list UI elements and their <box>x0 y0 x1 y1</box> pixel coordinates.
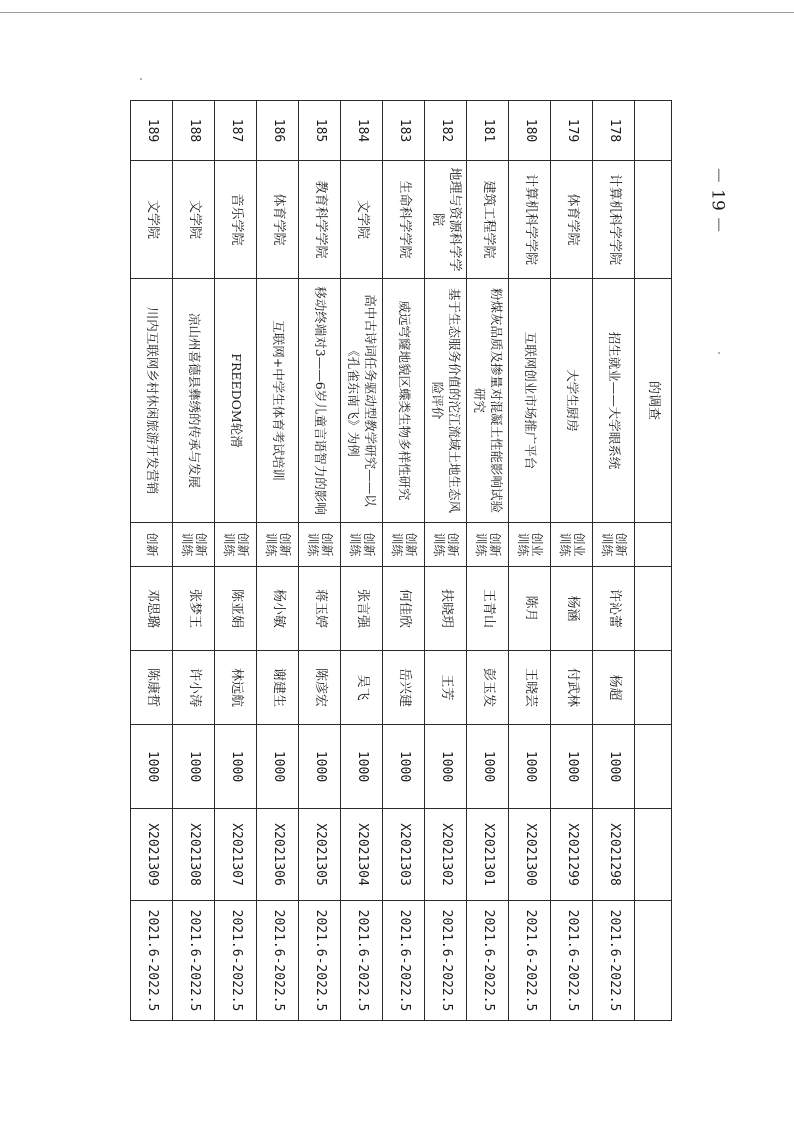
college-name: 音乐学院 <box>215 161 257 279</box>
advisor-name: 王晓芸 <box>509 651 551 725</box>
advisor-name: 付武林 <box>551 651 593 725</box>
project-type-line: 创新 <box>362 532 377 557</box>
table-row <box>509 101 551 1021</box>
header-cell <box>635 651 672 725</box>
funding-amount: 1000 <box>215 725 257 809</box>
project-code: X2021308 <box>173 809 215 901</box>
project-title: 高中古诗词任务驱动型教学研究——以《孔雀东南飞》为例 <box>341 279 383 523</box>
project-code: X2021302 <box>425 809 467 901</box>
college-name: 文学院 <box>173 161 215 279</box>
project-period: 2021.6-2022.5 <box>509 901 551 1021</box>
funding-amount: 1000 <box>551 725 593 809</box>
table-row <box>551 101 593 1021</box>
advisor-name: 林远航 <box>215 651 257 725</box>
advisor-name: 许小涛 <box>173 651 215 725</box>
project-leader: 许沁蕾 <box>593 567 635 651</box>
top-rule <box>0 12 794 13</box>
project-type-line: 创新 <box>278 532 293 557</box>
funding-amount: 1000 <box>509 725 551 809</box>
project-type-line: 训练 <box>474 532 489 557</box>
college-name: 文学院 <box>341 161 383 279</box>
project-type <box>215 523 257 567</box>
project-type <box>509 523 551 567</box>
project-leader: 杨涵 <box>551 567 593 651</box>
header-cell <box>635 725 672 809</box>
project-type-line: 创新 <box>446 532 461 557</box>
table-row <box>341 101 383 1021</box>
project-type-line: 创新 <box>320 532 335 557</box>
project-leader: 何佳欣 <box>383 567 425 651</box>
project-number: 189 <box>131 101 173 161</box>
advisor-name: 岳兴建 <box>383 651 425 725</box>
funding-amount: 1000 <box>257 725 299 809</box>
page-number-text: － 19 － <box>707 166 728 234</box>
college-name: 计算机科学学院 <box>509 161 551 279</box>
project-type-line: 训练 <box>222 532 237 557</box>
table-row <box>383 101 425 1021</box>
header-cell <box>635 523 672 567</box>
project-number: 184 <box>341 101 383 161</box>
project-type-line: 创业 <box>572 532 587 557</box>
project-type <box>341 523 383 567</box>
project-code: X2021303 <box>383 809 425 901</box>
project-leader: 张言强 <box>341 567 383 651</box>
funding-amount: 1000 <box>131 725 173 809</box>
project-title: 招生就业——大学眼系统 <box>593 279 635 523</box>
project-type-line: 训练 <box>264 532 279 557</box>
project-leader: 陈月 <box>509 567 551 651</box>
table-row <box>425 101 467 1021</box>
funding-amount: 1000 <box>467 725 509 809</box>
scan-speck <box>718 352 720 354</box>
table-row <box>467 101 509 1021</box>
project-period: 2021.6-2022.5 <box>173 901 215 1021</box>
table-row <box>257 101 299 1021</box>
project-type <box>593 523 635 567</box>
project-number: 183 <box>383 101 425 161</box>
project-type-line: 创业 <box>530 532 545 557</box>
project-type <box>467 523 509 567</box>
table-row <box>215 101 257 1021</box>
project-type <box>551 523 593 567</box>
project-leader: 邓思璐 <box>131 567 173 651</box>
project-type <box>173 523 215 567</box>
project-code: X2021309 <box>131 809 173 901</box>
project-leader: 蒋玉婷 <box>299 567 341 651</box>
project-title: 基于生态服务价值的沱江流域土地生态风险评价 <box>425 279 467 523</box>
funding-amount: 1000 <box>593 725 635 809</box>
project-period: 2021.6-2022.5 <box>467 901 509 1021</box>
advisor-name: 吴飞 <box>341 651 383 725</box>
advisor-name: 杨超 <box>593 651 635 725</box>
project-leader: 陈亚娟 <box>215 567 257 651</box>
project-type <box>131 523 173 567</box>
project-period: 2021.6-2022.5 <box>425 901 467 1021</box>
project-title: 威远穹窿地貌区蝶类生物多样性研究 <box>383 279 425 523</box>
project-code: X2021298 <box>593 809 635 901</box>
table-row <box>173 101 215 1021</box>
college-name: 文学院 <box>131 161 173 279</box>
project-leader: 王青山 <box>467 567 509 651</box>
project-type-line: 训练 <box>390 532 405 557</box>
funding-amount: 1000 <box>425 725 467 809</box>
project-title: 川内互联网乡村休闲旅游开发营销 <box>131 279 173 523</box>
advisor-name: 王芳 <box>425 651 467 725</box>
project-type-line: 训练 <box>600 532 615 557</box>
project-type <box>299 523 341 567</box>
table-row <box>299 101 341 1021</box>
table-row <box>131 101 173 1021</box>
project-number: 178 <box>593 101 635 161</box>
project-period: 2021.6-2022.5 <box>131 901 173 1021</box>
project-title: 凉山州喜德县彝绣的传承与发展 <box>173 279 215 523</box>
project-number: 185 <box>299 101 341 161</box>
advisor-name: 陈康哲 <box>131 651 173 725</box>
project-type-line: 训练 <box>180 532 195 557</box>
project-number: 180 <box>509 101 551 161</box>
project-type-line: 训练 <box>306 532 321 557</box>
project-type <box>383 523 425 567</box>
college-name: 教育科学学院 <box>299 161 341 279</box>
project-period: 2021.6-2022.5 <box>341 901 383 1021</box>
funding-amount: 1000 <box>173 725 215 809</box>
project-number: 187 <box>215 101 257 161</box>
project-type-line: 训练 <box>516 532 531 557</box>
project-number: 186 <box>257 101 299 161</box>
college-name: 体育学院 <box>551 161 593 279</box>
header-cell <box>635 101 672 161</box>
college-name: 生命科学学院 <box>383 161 425 279</box>
project-type-line: 训练 <box>558 532 573 557</box>
project-title: 大学生厨房 <box>551 279 593 523</box>
project-number: 179 <box>551 101 593 161</box>
project-type-line: 创新 <box>145 532 160 557</box>
project-type-line: 创新 <box>488 532 503 557</box>
project-title: 互联网创业市场推广平台 <box>509 279 551 523</box>
header-cell <box>635 567 672 651</box>
project-period: 2021.6-2022.5 <box>257 901 299 1021</box>
project-table <box>130 100 672 1021</box>
funding-amount: 1000 <box>299 725 341 809</box>
table-row <box>593 101 635 1021</box>
header-cell: 的调查 <box>635 279 672 523</box>
project-type-line: 训练 <box>348 532 363 557</box>
project-period: 2021.6-2022.5 <box>551 901 593 1021</box>
project-leader: 扶晓玥 <box>425 567 467 651</box>
project-leader: 杨小敏 <box>257 567 299 651</box>
project-type-line: 训练 <box>432 532 447 557</box>
project-number: 181 <box>467 101 509 161</box>
project-table-rotated <box>132 100 672 1020</box>
header-cell <box>635 901 672 1021</box>
project-type-line: 创新 <box>404 532 419 557</box>
project-code: X2021301 <box>467 809 509 901</box>
project-period: 2021.6-2022.5 <box>383 901 425 1021</box>
scan-speck <box>140 78 142 80</box>
funding-amount: 1000 <box>383 725 425 809</box>
college-name: 建筑工程学院 <box>467 161 509 279</box>
table-header-row <box>635 101 672 1021</box>
project-leader: 张梦王 <box>173 567 215 651</box>
project-title: 粉煤灰品质及掺量对混凝土性能影响试验研究 <box>467 279 509 523</box>
project-code: X2021300 <box>509 809 551 901</box>
project-title: 互联网+中学生体育考试培训 <box>257 279 299 523</box>
project-code: X2021307 <box>215 809 257 901</box>
college-name: 地理与资源科学学院 <box>425 161 467 279</box>
project-number: 188 <box>173 101 215 161</box>
project-period: 2021.6-2022.5 <box>593 901 635 1021</box>
project-title: 移动终端对3——6岁儿童言语智力的影响 <box>299 279 341 523</box>
project-period: 2021.6-2022.5 <box>215 901 257 1021</box>
college-name: 体育学院 <box>257 161 299 279</box>
project-type <box>257 523 299 567</box>
page-number <box>700 160 740 240</box>
project-number: 182 <box>425 101 467 161</box>
project-code: X2021305 <box>299 809 341 901</box>
project-code: X2021299 <box>551 809 593 901</box>
project-code: X2021304 <box>341 809 383 901</box>
project-period: 2021.6-2022.5 <box>299 901 341 1021</box>
header-cell <box>635 809 672 901</box>
project-code: X2021306 <box>257 809 299 901</box>
project-type <box>425 523 467 567</box>
college-name: 计算机科学学院 <box>593 161 635 279</box>
project-type-line: 创新 <box>194 532 209 557</box>
funding-amount: 1000 <box>341 725 383 809</box>
advisor-name: 彭玉发 <box>467 651 509 725</box>
project-type-line: 创新 <box>236 532 251 557</box>
advisor-name: 陈彦宏 <box>299 651 341 725</box>
advisor-name: 谢建生 <box>257 651 299 725</box>
project-title: FREEDOM轮滑 <box>215 279 257 523</box>
header-cell <box>635 161 672 279</box>
project-type-line: 创新 <box>614 532 629 557</box>
